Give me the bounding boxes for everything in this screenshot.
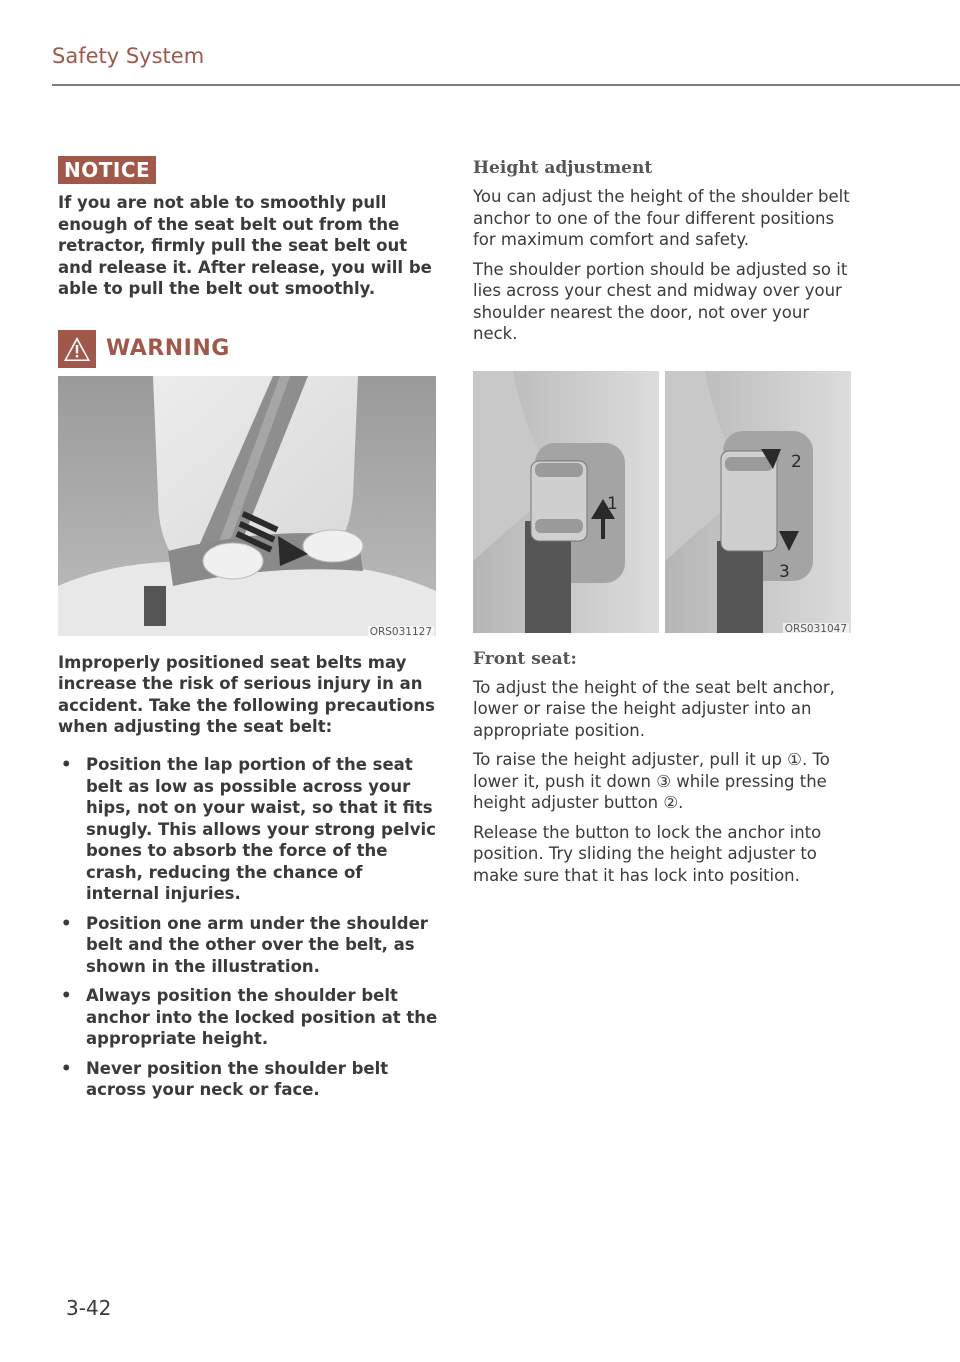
- page-number: 3-42: [66, 1296, 112, 1320]
- section-title: Safety System: [52, 44, 205, 68]
- list-item: • Always position the shoulder belt anchor into the locked position at the appropriate height.: [61, 986, 438, 1048]
- height-adjuster-illustration: [473, 371, 853, 637]
- height-para-1: You can adjust the height of the shoulder belt anchor to one of the four different positions for maximum comfort and safety.: [473, 187, 850, 249]
- bullet-icon: •: [61, 755, 72, 774]
- bullet-icon: •: [61, 913, 72, 933]
- bullet-icon: •: [61, 1058, 72, 1078]
- bullet-icon: •: [61, 986, 72, 1005]
- precaution-list: [58, 754, 438, 1101]
- front-seat-para-1: To adjust the height of the seat belt anchor, lower or raise the height adjuster into an appropriate position.: [473, 677, 835, 740]
- height-para-2: The shoulder portion should be adjusted so it lies across your chest and midway over your shoulder nearest the door, not over your neck.: [473, 259, 848, 343]
- header-divider: [52, 84, 960, 86]
- list-item: • Never position the shoulder belt across your neck or face.: [61, 1058, 389, 1099]
- figure-code: ORS031047: [784, 622, 847, 635]
- callout-3: 3: [779, 561, 790, 582]
- figure-code: ORS031127: [369, 625, 432, 638]
- right-column: [473, 158, 853, 886]
- notice-badge: NOTICE: [58, 156, 156, 184]
- list-item: • Position the lap portion of the seat belt as low as possible across your hips, not on your waist, so that it fits snugly. This allows your strong pelvic bones to absorb the force of the crash, reducing the chance of internal injuries.: [61, 755, 436, 903]
- callout-1: 1: [607, 493, 618, 514]
- callout-2: 2: [791, 451, 802, 472]
- warning-body: Improperly positioned seat belts may increase the risk of serious injury in an accident. Take the following precautions when adjusting the seat belt:: [58, 652, 435, 736]
- height-adjustment-heading: Height adjustment: [473, 158, 653, 178]
- left-column: [58, 156, 438, 1109]
- warning-heading: [58, 330, 438, 368]
- warning-icon: [58, 330, 96, 368]
- front-seat-para-2: To raise the height adjuster, pull it up ①. To lower it, push it down ③ while pressing the height adjuster button ②.: [473, 750, 830, 812]
- list-item: • Position one arm under the shoulder belt and the other over the belt, as shown in the illustration.: [61, 913, 428, 976]
- front-seat-para-3: Release the button to lock the anchor into position. Try sliding the height adjuster to make sure that it has lock into position.: [473, 822, 822, 885]
- warning-label: WARNING: [106, 336, 230, 361]
- notice-text: If you are not able to smoothly pull enough of the seat belt out from the retractor, firmly pull the seat belt out and release it. After release, you will be able to pull the belt out smoothly.: [58, 193, 432, 298]
- front-seat-heading: Front seat:: [473, 648, 577, 669]
- notice-block: [58, 156, 438, 300]
- seatbelt-lap-illustration: [58, 376, 438, 640]
